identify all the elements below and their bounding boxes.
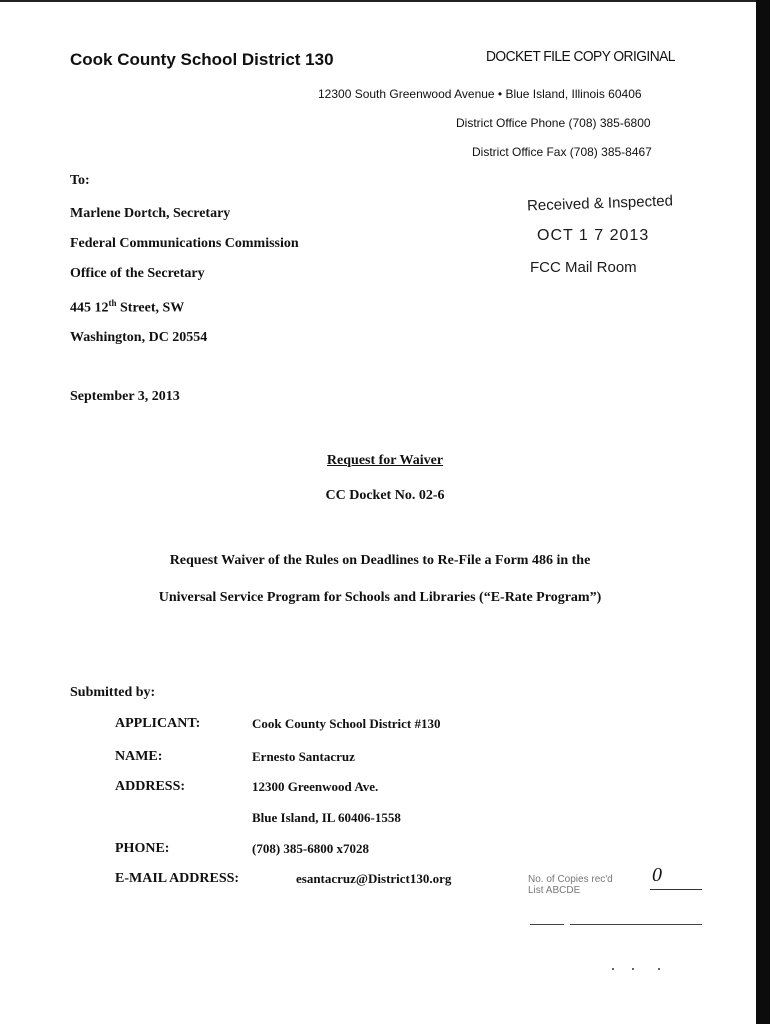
scan-speck — [658, 968, 660, 970]
recipient-name: Marlene Dortch, Secretary — [70, 206, 231, 221]
request-line-1: Request Waiver of the Rules on Deadlines to Re-File a Form 486 in the — [169, 553, 591, 568]
received-stamp-mailroom: FCC Mail Room — [530, 259, 637, 276]
to-label: To: — [70, 173, 90, 188]
scan-edge-right — [756, 0, 770, 1024]
name-label: NAME: — [115, 749, 163, 764]
district-name: Cook County School District 130 — [70, 50, 334, 69]
recipient-office: Office of the Secretary — [70, 266, 205, 281]
district-fax: District Office Fax (708) 385-8467 — [472, 145, 652, 159]
address-line-2: Blue Island, IL 60406-1558 — [252, 810, 401, 825]
signature-dash-short — [530, 924, 564, 925]
subject-title: Request for Waiver — [326, 453, 444, 468]
scan-speck — [612, 968, 614, 970]
street-rest: Street, SW — [116, 300, 185, 316]
scan-speck — [632, 968, 634, 970]
applicant-label: APPLICANT: — [115, 716, 201, 731]
address-label: ADDRESS: — [115, 779, 186, 794]
submitted-by-label: Submitted by: — [70, 685, 156, 700]
copies-received-line-2: List ABCDE — [528, 885, 581, 896]
applicant-value: Cook County School District #130 — [252, 716, 441, 731]
letter-date: September 3, 2013 — [70, 389, 180, 404]
name-value: Ernesto Santacruz — [252, 749, 355, 764]
signature-dash-long — [570, 924, 702, 925]
recipient-street — [70, 298, 184, 317]
recipient-city: Washington, DC 20554 — [70, 330, 208, 345]
address-line-1: 12300 Greenwood Ave. — [252, 779, 379, 794]
street-suffix: th — [108, 298, 117, 308]
received-stamp-date: OCT 1 7 2013 — [537, 227, 650, 244]
street-number: 445 12 — [70, 300, 109, 316]
copies-received-count: 0 — [652, 864, 662, 886]
received-stamp-label: Received & Inspected — [526, 192, 674, 215]
email-label: E-MAIL ADDRESS: — [115, 871, 240, 886]
recipient-organization: Federal Communications Commission — [70, 236, 299, 251]
copies-received-line-1: No. of Copies rec'd — [528, 874, 613, 885]
district-phone: District Office Phone (708) 385-6800 — [456, 116, 651, 130]
copies-received-label — [528, 874, 613, 896]
request-line-2: Universal Service Program for Schools and Libraries (“E-Rate Program”) — [158, 590, 602, 605]
scan-edge-top — [0, 0, 770, 2]
phone-value: (708) 385-6800 x7028 — [252, 841, 369, 856]
phone-label: PHONE: — [115, 841, 170, 856]
copies-count-underline — [650, 889, 702, 890]
docket-file-copy-stamp: DOCKET FILE COPY ORIGINAL — [486, 48, 675, 65]
email-value: esantacruz@District130.org — [296, 871, 452, 886]
district-address: 12300 South Greenwood Avenue • Blue Island, Illinois 60406 — [318, 87, 642, 101]
subject-docket: CC Docket No. 02-6 — [325, 488, 445, 503]
